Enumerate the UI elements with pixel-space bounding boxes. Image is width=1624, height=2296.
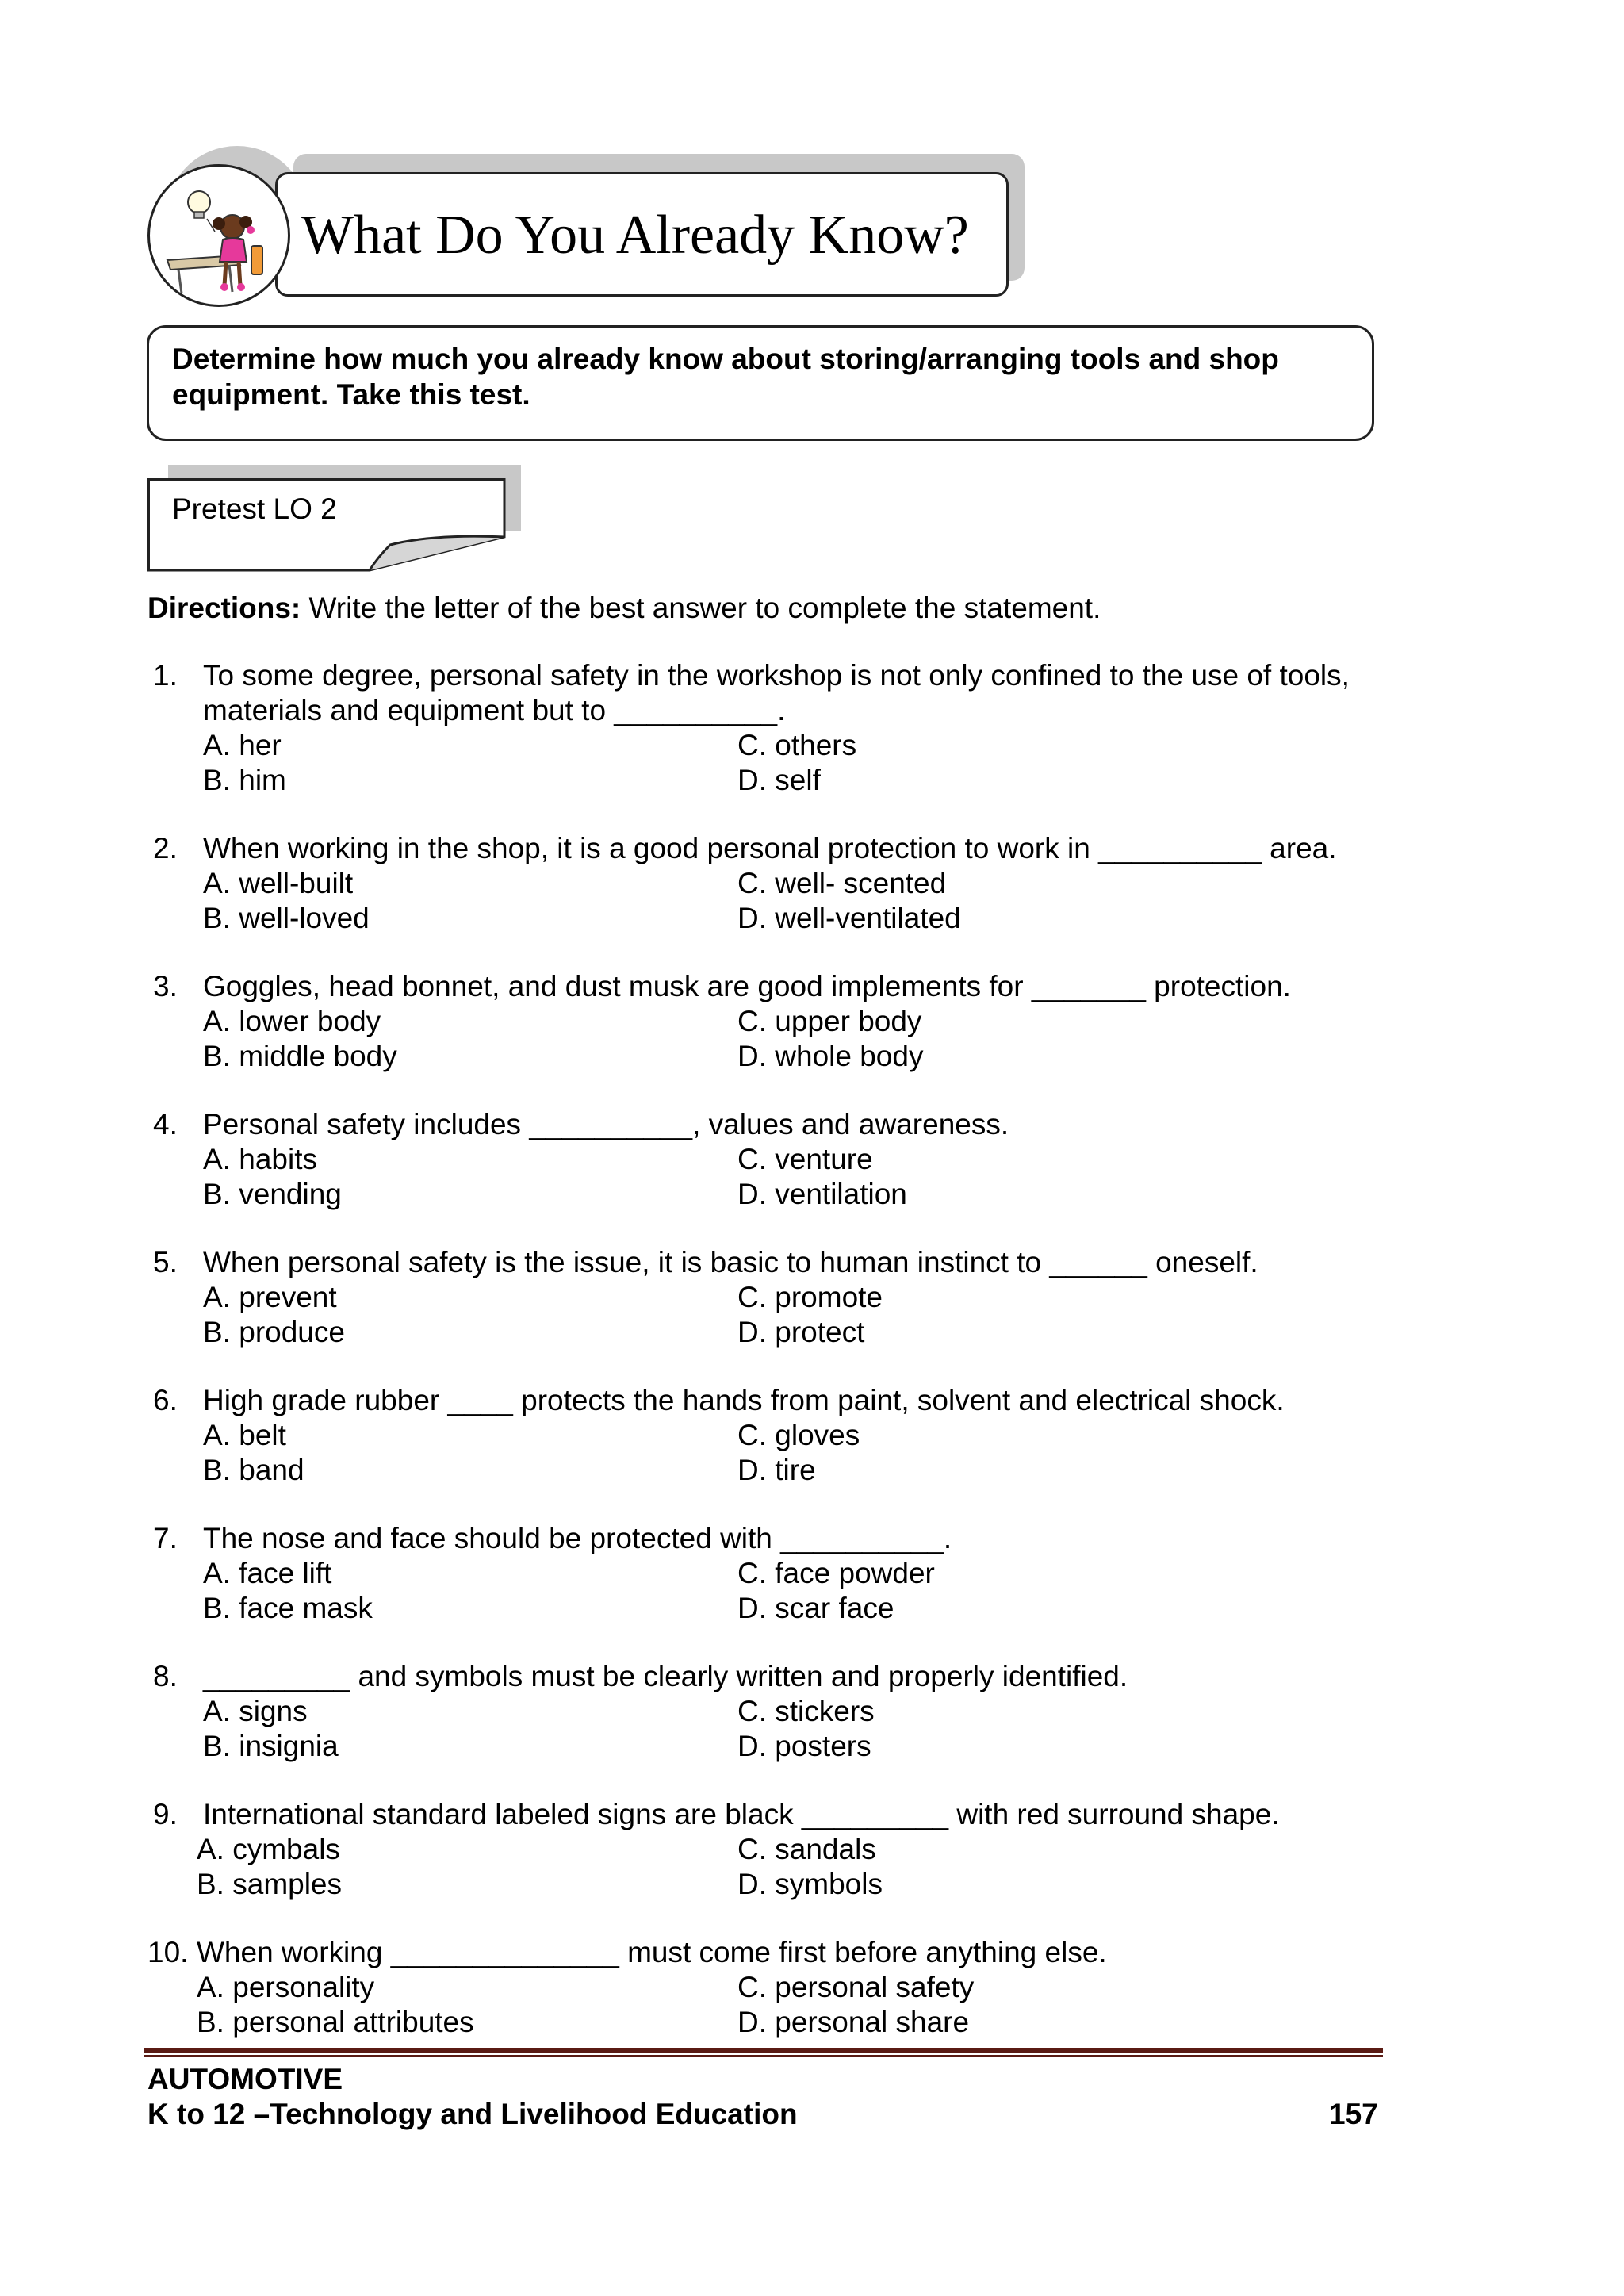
question-text: International standard labeled signs are black _________ with red surround shape.: [203, 1798, 1280, 1830]
question-text: To some degree, personal safety in the workshop is not only confined to the use of tools,: [203, 659, 1350, 692]
choice-c: C. personal safety: [737, 1971, 975, 2003]
intro-line-2: equipment. Take this test.: [172, 378, 530, 411]
choice-c: C. venture: [737, 1143, 873, 1175]
choice-c: C. upper body: [737, 1005, 922, 1037]
question-number: 1.: [153, 659, 178, 692]
choice-a: A. well-built: [203, 867, 354, 899]
question-number: 9.: [153, 1798, 178, 1830]
choice-a: A. prevent: [203, 1281, 337, 1313]
question-text: materials and equipment but to __________.: [203, 694, 786, 726]
intro-line-1: Determine how much you already know about storing/arranging tools and shop: [172, 343, 1279, 375]
intro-text: [172, 341, 1354, 412]
question-text: The nose and face should be protected with __________.: [203, 1522, 952, 1554]
choice-d: D. self: [737, 764, 821, 796]
directions-text: Write the letter of the best answer to complete the statement.: [301, 592, 1101, 624]
choice-c: C. promote: [737, 1281, 883, 1313]
choice-a: A. habits: [203, 1143, 317, 1175]
choice-a: A. cymbals: [197, 1833, 340, 1865]
choice-d: D. well-ventilated: [737, 902, 961, 934]
footer-rule: [144, 2048, 1383, 2053]
question-text: When personal safety is the issue, it is basic to human instinct to ______ oneself.: [203, 1246, 1258, 1278]
choice-a: A. her: [203, 729, 282, 761]
question-text: When working in the shop, it is a good personal protection to work in __________ area.: [203, 832, 1337, 864]
question-number: 10.: [147, 1936, 189, 1968]
choice-c: C. well- scented: [737, 867, 947, 899]
choice-d: D. symbols: [737, 1868, 883, 1900]
question-text: Goggles, head bonnet, and dust musk are good implements for _______ protection.: [203, 970, 1291, 1002]
choice-a: A. personality: [197, 1971, 375, 2003]
choice-b: B. insignia: [203, 1730, 339, 1762]
choice-d: D. ventilation: [737, 1178, 907, 1210]
choice-c: C. stickers: [737, 1695, 875, 1727]
choice-b: B. well-loved: [203, 902, 370, 934]
page-number: 157: [1329, 2098, 1378, 2130]
footer-course: K to 12 –Technology and Livelihood Education: [147, 2098, 798, 2130]
choice-b: B. samples: [197, 1868, 343, 1900]
choice-b: B. him: [203, 764, 286, 796]
choice-b: B. produce: [203, 1316, 345, 1348]
choice-b: B. personal attributes: [197, 2006, 474, 2038]
choice-c: C. gloves: [737, 1419, 860, 1451]
choice-c: C. sandals: [737, 1833, 876, 1865]
question-text: Personal safety includes __________, values and awareness.: [203, 1108, 1009, 1140]
choice-d: D. protect: [737, 1316, 865, 1348]
question-number: 7.: [153, 1522, 178, 1554]
question-number: 8.: [153, 1660, 178, 1692]
choice-d: D. scar face: [737, 1592, 894, 1624]
page-title: What Do You Already Know?: [301, 205, 969, 266]
choice-b: B. middle body: [203, 1040, 397, 1072]
footer-rule-thin: [144, 2055, 1383, 2057]
choice-b: B. face mask: [203, 1592, 373, 1624]
choice-d: D. posters: [737, 1730, 871, 1762]
choice-d: D. personal share: [737, 2006, 970, 2038]
student-at-desk-icon: [147, 164, 290, 307]
pretest-label: Pretest LO 2: [172, 493, 337, 525]
question-number: 2.: [153, 832, 178, 864]
choice-c: C. others: [737, 729, 857, 761]
question-number: 4.: [153, 1108, 178, 1140]
footer-subject: AUTOMOTIVE: [147, 2063, 343, 2095]
choice-a: A. belt: [203, 1419, 286, 1451]
choice-d: D. tire: [737, 1454, 816, 1486]
directions: [147, 591, 1101, 626]
question-number: 5.: [153, 1246, 178, 1278]
question-number: 3.: [153, 970, 178, 1002]
question-number: 6.: [153, 1384, 178, 1416]
choice-a: A. lower body: [203, 1005, 381, 1037]
choice-a: A. signs: [203, 1695, 308, 1727]
choice-c: C. face powder: [737, 1557, 935, 1589]
choice-b: B. vending: [203, 1178, 342, 1210]
directions-label: Directions:: [147, 592, 301, 624]
question-text: _________ and symbols must be clearly written and properly identified.: [203, 1660, 1128, 1692]
choice-d: D. whole body: [737, 1040, 924, 1072]
question-text: High grade rubber ____ protects the hands from paint, solvent and electrical shock.: [203, 1384, 1285, 1416]
choice-b: B. band: [203, 1454, 304, 1486]
choice-a: A. face lift: [203, 1557, 332, 1589]
question-text: When working ______________ must come first before anything else.: [197, 1936, 1107, 1968]
